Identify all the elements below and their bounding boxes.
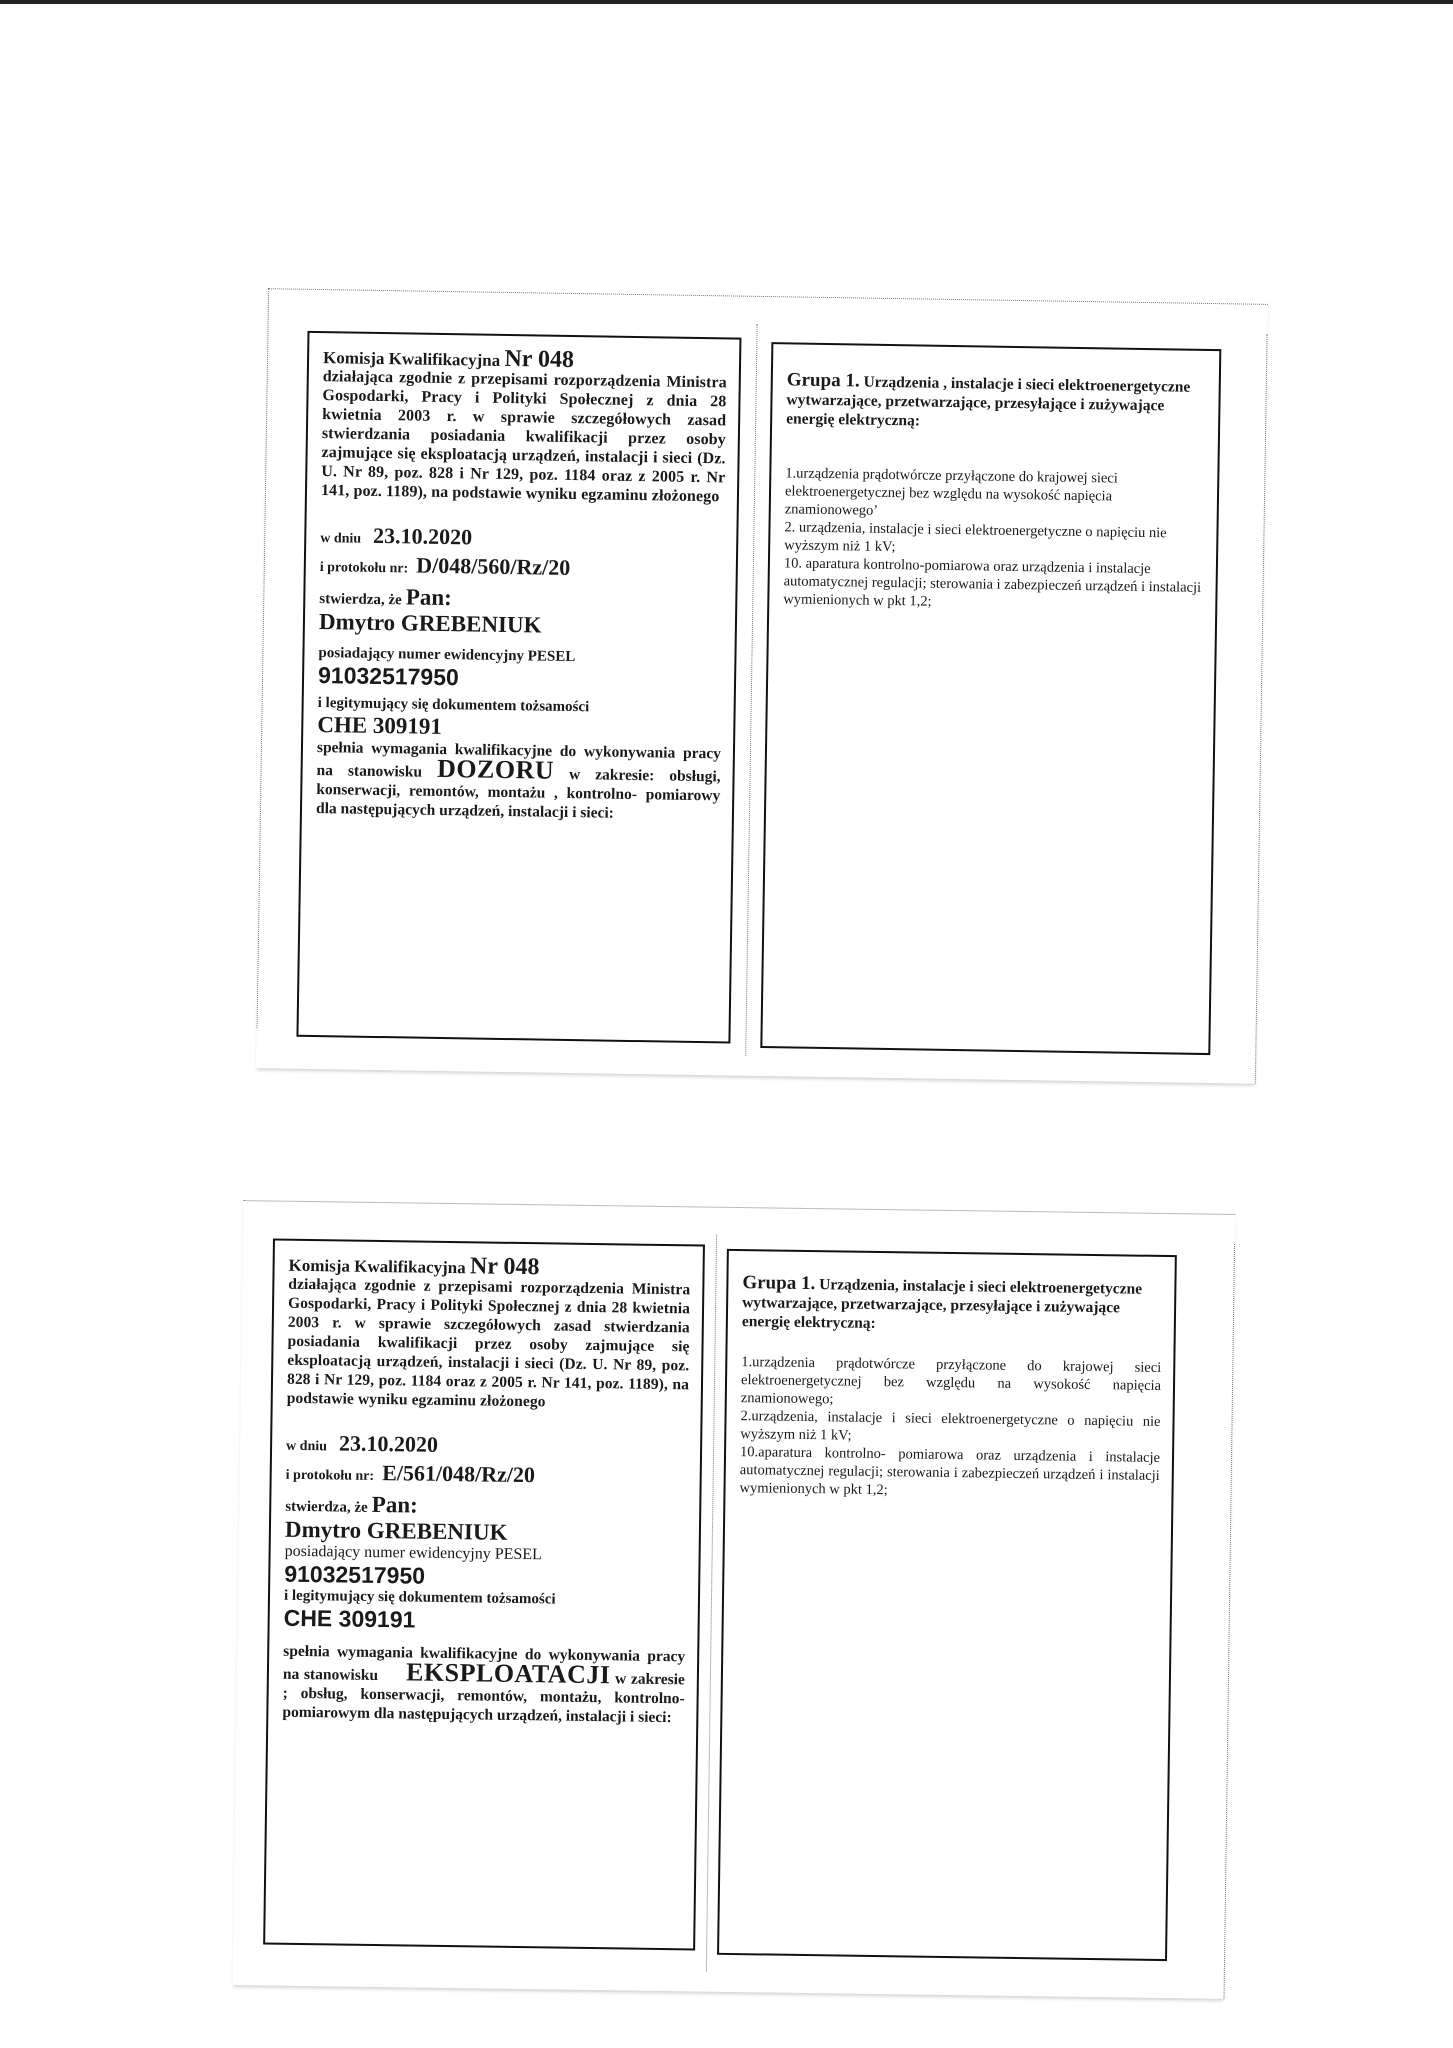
- list-item: 10. aparatura kontrolno-pomiarowa oraz urządzenia i instalacje automatycznej regulacji; sterowania i zabezpieczeń urządzeń i instalacji wymienionych w pkt 1,2;: [783, 555, 1202, 610]
- fold-line: [745, 324, 757, 1056]
- commission-heading: Komisja Kwalifikacyjna Nr 048: [288, 1253, 540, 1281]
- list-item: 2.urządzenia, instalacje i sieci elektroenergetyczne o napięciu nie wyższym niż 1 kV;: [740, 1408, 1161, 1444]
- confirms-row: stwierdza, że Pan:: [285, 1491, 418, 1518]
- holder-name: Dmytro GREBENIUK: [284, 1516, 508, 1545]
- protocol-number: D/048/560/Rz/20: [416, 552, 571, 580]
- cut-line: [244, 1200, 1236, 1215]
- requirements-text: spełnia wymagania kwalifikacyjne do wykonywania pracy na stanowisku EKSPLOATACJI w zakresie ; obsług, konserwacji, remontów, montażu, kontrolno- pomiarowym dla następujących urządzeń, instalacji i sieci:: [282, 1642, 686, 1727]
- protocol-row: i protokołu nr: E/561/048/Rz/20: [285, 1460, 536, 1488]
- cut-line: [1255, 334, 1268, 1084]
- exam-date: 23.10.2020: [338, 1430, 439, 1457]
- certificate-dozor: [256, 288, 1268, 1084]
- scan-edge: [0, 0, 1453, 4]
- confirms-row: stwierdza, że Pan:: [319, 584, 453, 611]
- group-heading: Grupa 1. Urządzenia, instalacje i sieci elektroenergetyczne wytwarzające, przetwarzające, przesyłające i zużywające energię elektryczną:: [741, 1272, 1143, 1332]
- legal-basis: działająca zgodnie z przepisami rozporządzenia Ministra Gospodarki, Pracy i Polityki Społecznej z dnia 28 kwietnia 2003 r. w sprawie szczegółowych zasad stwierdzania posiadania kwalifikacji przez osoby zajmujące się eksploatacją urządzeń, instalacji i sieci (Dz. U. Nr 89, poz. 828 i Nr 129, poz. 1184 oraz z 2005 r. Nr 141, poz. 1189), na podstawie wyniku egzaminu złożonego: [286, 1275, 691, 1411]
- cut-line: [1223, 1244, 1235, 1999]
- cut-line: [257, 288, 270, 1028]
- fold-line: [706, 1235, 717, 1972]
- list-item: 1.urządzenia prądotwórcze przyłączone do krajowej sieci elektroenergetycznej bez względu na wysokość napięcia znamionowego;: [740, 1354, 1162, 1408]
- certificate-eksploatacja: [233, 1200, 1236, 1999]
- list-item: 1.urządzenia prądotwórcze przyłączone do krajowej sieci elektroenergetycznej bez względu na wysokość napięcia znamionowego’: [784, 465, 1118, 519]
- commission-number: Nr 048: [469, 1253, 540, 1281]
- scope-text: obsługi, konserwacji, remontów, montażu , kontrolno- pomiarowy dla następujących urządzeń, instalacji i sieci:: [315, 767, 721, 822]
- pesel-label: posiadający numer ewidencyjny PESEL: [318, 645, 576, 666]
- cut-line: [268, 288, 1268, 305]
- exam-date-row: w dniu 23.10.2020: [285, 1430, 439, 1457]
- holder-name: Dmytro GREBENIUK: [318, 609, 542, 638]
- id-number: CHE 309191: [317, 712, 443, 739]
- position-title: DOZORU: [436, 753, 555, 785]
- exam-date-row: w dniu 23.10.2020: [320, 522, 473, 550]
- requirements-text: spełnia wymagania kwalifikacyjne do wykonywania pracy na stanowisku DOZORU w zakresie: obsługi, konserwacji, remontów, montażu , kontrolno- pomiarowy dla następujących urządzeń, instalacji i sieci:: [315, 739, 722, 822]
- protocol-row: i protokołu nr: D/048/560/Rz/20: [319, 552, 571, 580]
- certificate-right-panel: [717, 1249, 1177, 1961]
- protocol-number: E/561/048/Rz/20: [382, 1460, 536, 1488]
- certificate-right-panel: [760, 342, 1221, 1055]
- position-title: EKSPLOATACJI: [405, 1657, 611, 1690]
- exam-date: 23.10.2020: [372, 522, 473, 550]
- group-heading: Grupa 1. Urządzenia , instalacje i sieci elektroenergetyczne wytwarzające, przetwarzające, przesyłające i zużywające energię elektryczną:: [786, 369, 1191, 430]
- equipment-list: [783, 464, 1205, 615]
- id-label: i legitymujący się dokumentem tożsamości: [317, 695, 590, 716]
- pesel-number: 91032517950: [317, 662, 460, 691]
- certificate-left-panel: [296, 331, 741, 1044]
- commission-number: Nr 048: [504, 345, 575, 374]
- list-item: 2. urządzenia, instalacje i sieci elektroenergetyczne o napięciu nie wyższym niż 1 kV;: [784, 519, 1167, 556]
- id-label: i legitymujący się dokumentem tożsamości: [283, 1587, 556, 1608]
- certificate-left-panel: [263, 1239, 705, 1951]
- legal-basis: działająca zgodnie z przepisami rozporządzenia Ministra Gospodarki, Pracy i Polityki Społecznej z dnia 28 kwietnia 2003 r. w sprawie szczegółowych zasad stwierdzania posiadania kwalifikacji przez osoby zajmujące się eksploatacją urządzeń, instalacji i sieci (Dz. U. Nr 89, poz. 828 i Nr 129, poz. 1184 oraz z 2005 r. Nr 141, poz. 1189), na podstawie wyniku egzaminu złożonego: [320, 368, 727, 506]
- commission-heading: Komisja Kwalifikacyjna Nr 048: [322, 345, 575, 374]
- list-item: 10.aparatura kontrolno- pomiarowa oraz urządzenia i instalacje automatycznej regulacji; sterowania i zabezpieczeń urządzeń i instalacji wymienionych w pkt 1,2;: [739, 1444, 1161, 1499]
- id-number: CHE 309191: [283, 1604, 416, 1633]
- pesel-number: 91032517950: [284, 1560, 426, 1589]
- equipment-list: [739, 1353, 1161, 1503]
- pesel-label: posiadający numer ewidencyjny PESEL: [284, 1542, 542, 1564]
- scope-text: obsług, konserwacji, remontów, montażu, kontrolno- pomiarowym dla następujących urządzeń, instalacji i sieci:: [282, 1684, 685, 1727]
